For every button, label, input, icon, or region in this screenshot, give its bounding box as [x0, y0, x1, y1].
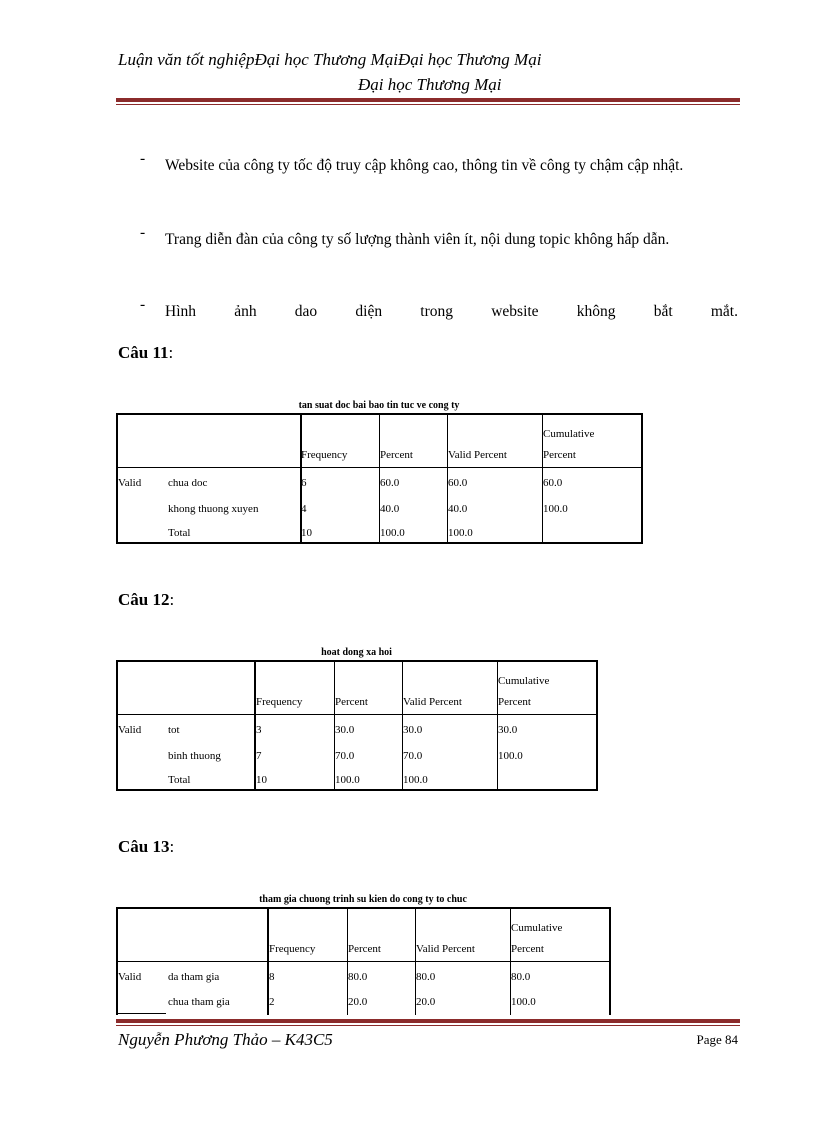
page-number: Page 84	[696, 1032, 738, 1047]
footer-author: Nguyễn Phương Thảo – K43C5	[118, 1030, 333, 1049]
cell-cumulative: 100.0	[498, 750, 523, 762]
col-header-cumulative-percent: Percent	[498, 696, 531, 708]
table-underline	[118, 1013, 166, 1014]
col-header-cumulative: Cumulative	[511, 922, 563, 934]
question-colon: :	[169, 837, 175, 856]
question-heading	[118, 590, 174, 610]
footer-rule-thin	[116, 1025, 740, 1026]
question-label: Câu 11	[118, 343, 169, 362]
question-colon: :	[168, 343, 174, 362]
row-group-label: Valid	[118, 971, 142, 983]
frequency-table	[116, 413, 643, 544]
col-header-cumulative-percent: Percent	[543, 449, 576, 461]
cell-frequency: 7	[256, 750, 262, 762]
frequency-table	[116, 907, 611, 1015]
bullet-text: Website của công ty tốc độ truy cập không cao, thông tin về công ty chậm cập nhật.	[165, 157, 684, 174]
col-header-cumulative-percent: Percent	[511, 943, 544, 955]
col-header-frequency: Frequency	[269, 943, 316, 955]
cell-percent: 60.0	[380, 477, 400, 489]
col-header-percent: Percent	[348, 943, 381, 955]
cell-valid-percent: 30.0	[403, 724, 423, 736]
cell-valid-percent: 100.0	[448, 527, 473, 539]
running-header-line1: Luận văn tốt nghiệpĐại học Thương MạiĐại học Thương Mại	[118, 50, 542, 69]
cell-valid-percent: 70.0	[403, 750, 423, 762]
table-caption: tham gia chuong trinh su kien do cong ty to chuc	[259, 894, 467, 905]
cell-cumulative: 100.0	[543, 503, 568, 515]
table-caption: tan suat doc bai bao tin tuc ve cong ty	[298, 400, 460, 411]
col-header-percent: Percent	[380, 449, 413, 461]
frequency-table	[116, 660, 598, 791]
cell-frequency: 4	[301, 503, 307, 515]
header-rule-thick	[116, 98, 740, 102]
cell-valid-percent: 40.0	[448, 503, 468, 515]
cell-percent: 70.0	[335, 750, 355, 762]
cell-frequency: 3	[256, 724, 262, 736]
cell-frequency: 10	[301, 527, 312, 539]
col-header-frequency: Frequency	[256, 696, 303, 708]
row-label: chua tham gia	[168, 996, 230, 1008]
bullet-text: Hình ảnh dao diện trong website không bắt mắt.	[165, 303, 738, 320]
cell-percent: 20.0	[348, 996, 368, 1008]
question-label: Câu 12	[118, 590, 170, 609]
question-heading	[118, 837, 174, 857]
row-label: Total	[168, 774, 191, 786]
cell-percent: 40.0	[380, 503, 400, 515]
row-label: binh thuong	[168, 750, 221, 762]
bullet-dash: -	[140, 150, 146, 167]
row-label: da tham gia	[168, 971, 220, 983]
bullet-dash: -	[140, 224, 146, 241]
question-heading	[118, 343, 173, 363]
table-caption: hoat dong xa hoi	[321, 647, 392, 658]
col-header-frequency: Frequency	[301, 449, 348, 461]
cell-valid-percent: 100.0	[403, 774, 428, 786]
cell-frequency: 6	[301, 477, 307, 489]
row-label: khong thuong xuyen	[168, 503, 259, 515]
bullet-text: Trang diễn đàn của công ty số lượng thành viên ít, nội dung topic không hấp dẫn.	[165, 231, 670, 248]
cell-frequency: 8	[269, 971, 275, 983]
row-group-label: Valid	[118, 477, 142, 489]
running-header-line2: Đại học Thương Mại	[358, 75, 502, 94]
question-label: Câu 13	[118, 837, 170, 856]
bullet-item	[116, 150, 738, 212]
cell-valid-percent: 20.0	[416, 996, 436, 1008]
col-header-cumulative: Cumulative	[498, 675, 550, 687]
cell-percent: 80.0	[348, 971, 368, 983]
cell-cumulative: 60.0	[543, 477, 563, 489]
row-label: Total	[168, 527, 191, 539]
col-header-valid-percent: Valid Percent	[448, 449, 507, 461]
row-label: chua doc	[168, 477, 208, 489]
bullet-dash: -	[140, 296, 146, 313]
cell-percent: 30.0	[335, 724, 355, 736]
cell-cumulative: 30.0	[498, 724, 518, 736]
cell-frequency: 2	[269, 996, 275, 1008]
header-rule-thin	[116, 104, 740, 105]
row-label: tot	[168, 724, 180, 736]
cell-percent: 100.0	[335, 774, 360, 786]
cell-valid-percent: 80.0	[416, 971, 436, 983]
question-colon: :	[169, 590, 175, 609]
row-group-label: Valid	[118, 724, 142, 736]
footer-rule-thick	[116, 1019, 740, 1023]
col-header-percent: Percent	[335, 696, 368, 708]
cell-valid-percent: 60.0	[448, 477, 468, 489]
cell-cumulative: 80.0	[511, 971, 531, 983]
col-header-valid-percent: Valid Percent	[403, 696, 462, 708]
cell-percent: 100.0	[380, 527, 405, 539]
bullet-item	[116, 296, 738, 327]
col-header-valid-percent: Valid Percent	[416, 943, 475, 955]
cell-frequency: 10	[256, 774, 267, 786]
cell-cumulative: 100.0	[511, 996, 536, 1008]
col-header-cumulative: Cumulative	[543, 428, 595, 440]
bullet-item	[116, 224, 738, 286]
